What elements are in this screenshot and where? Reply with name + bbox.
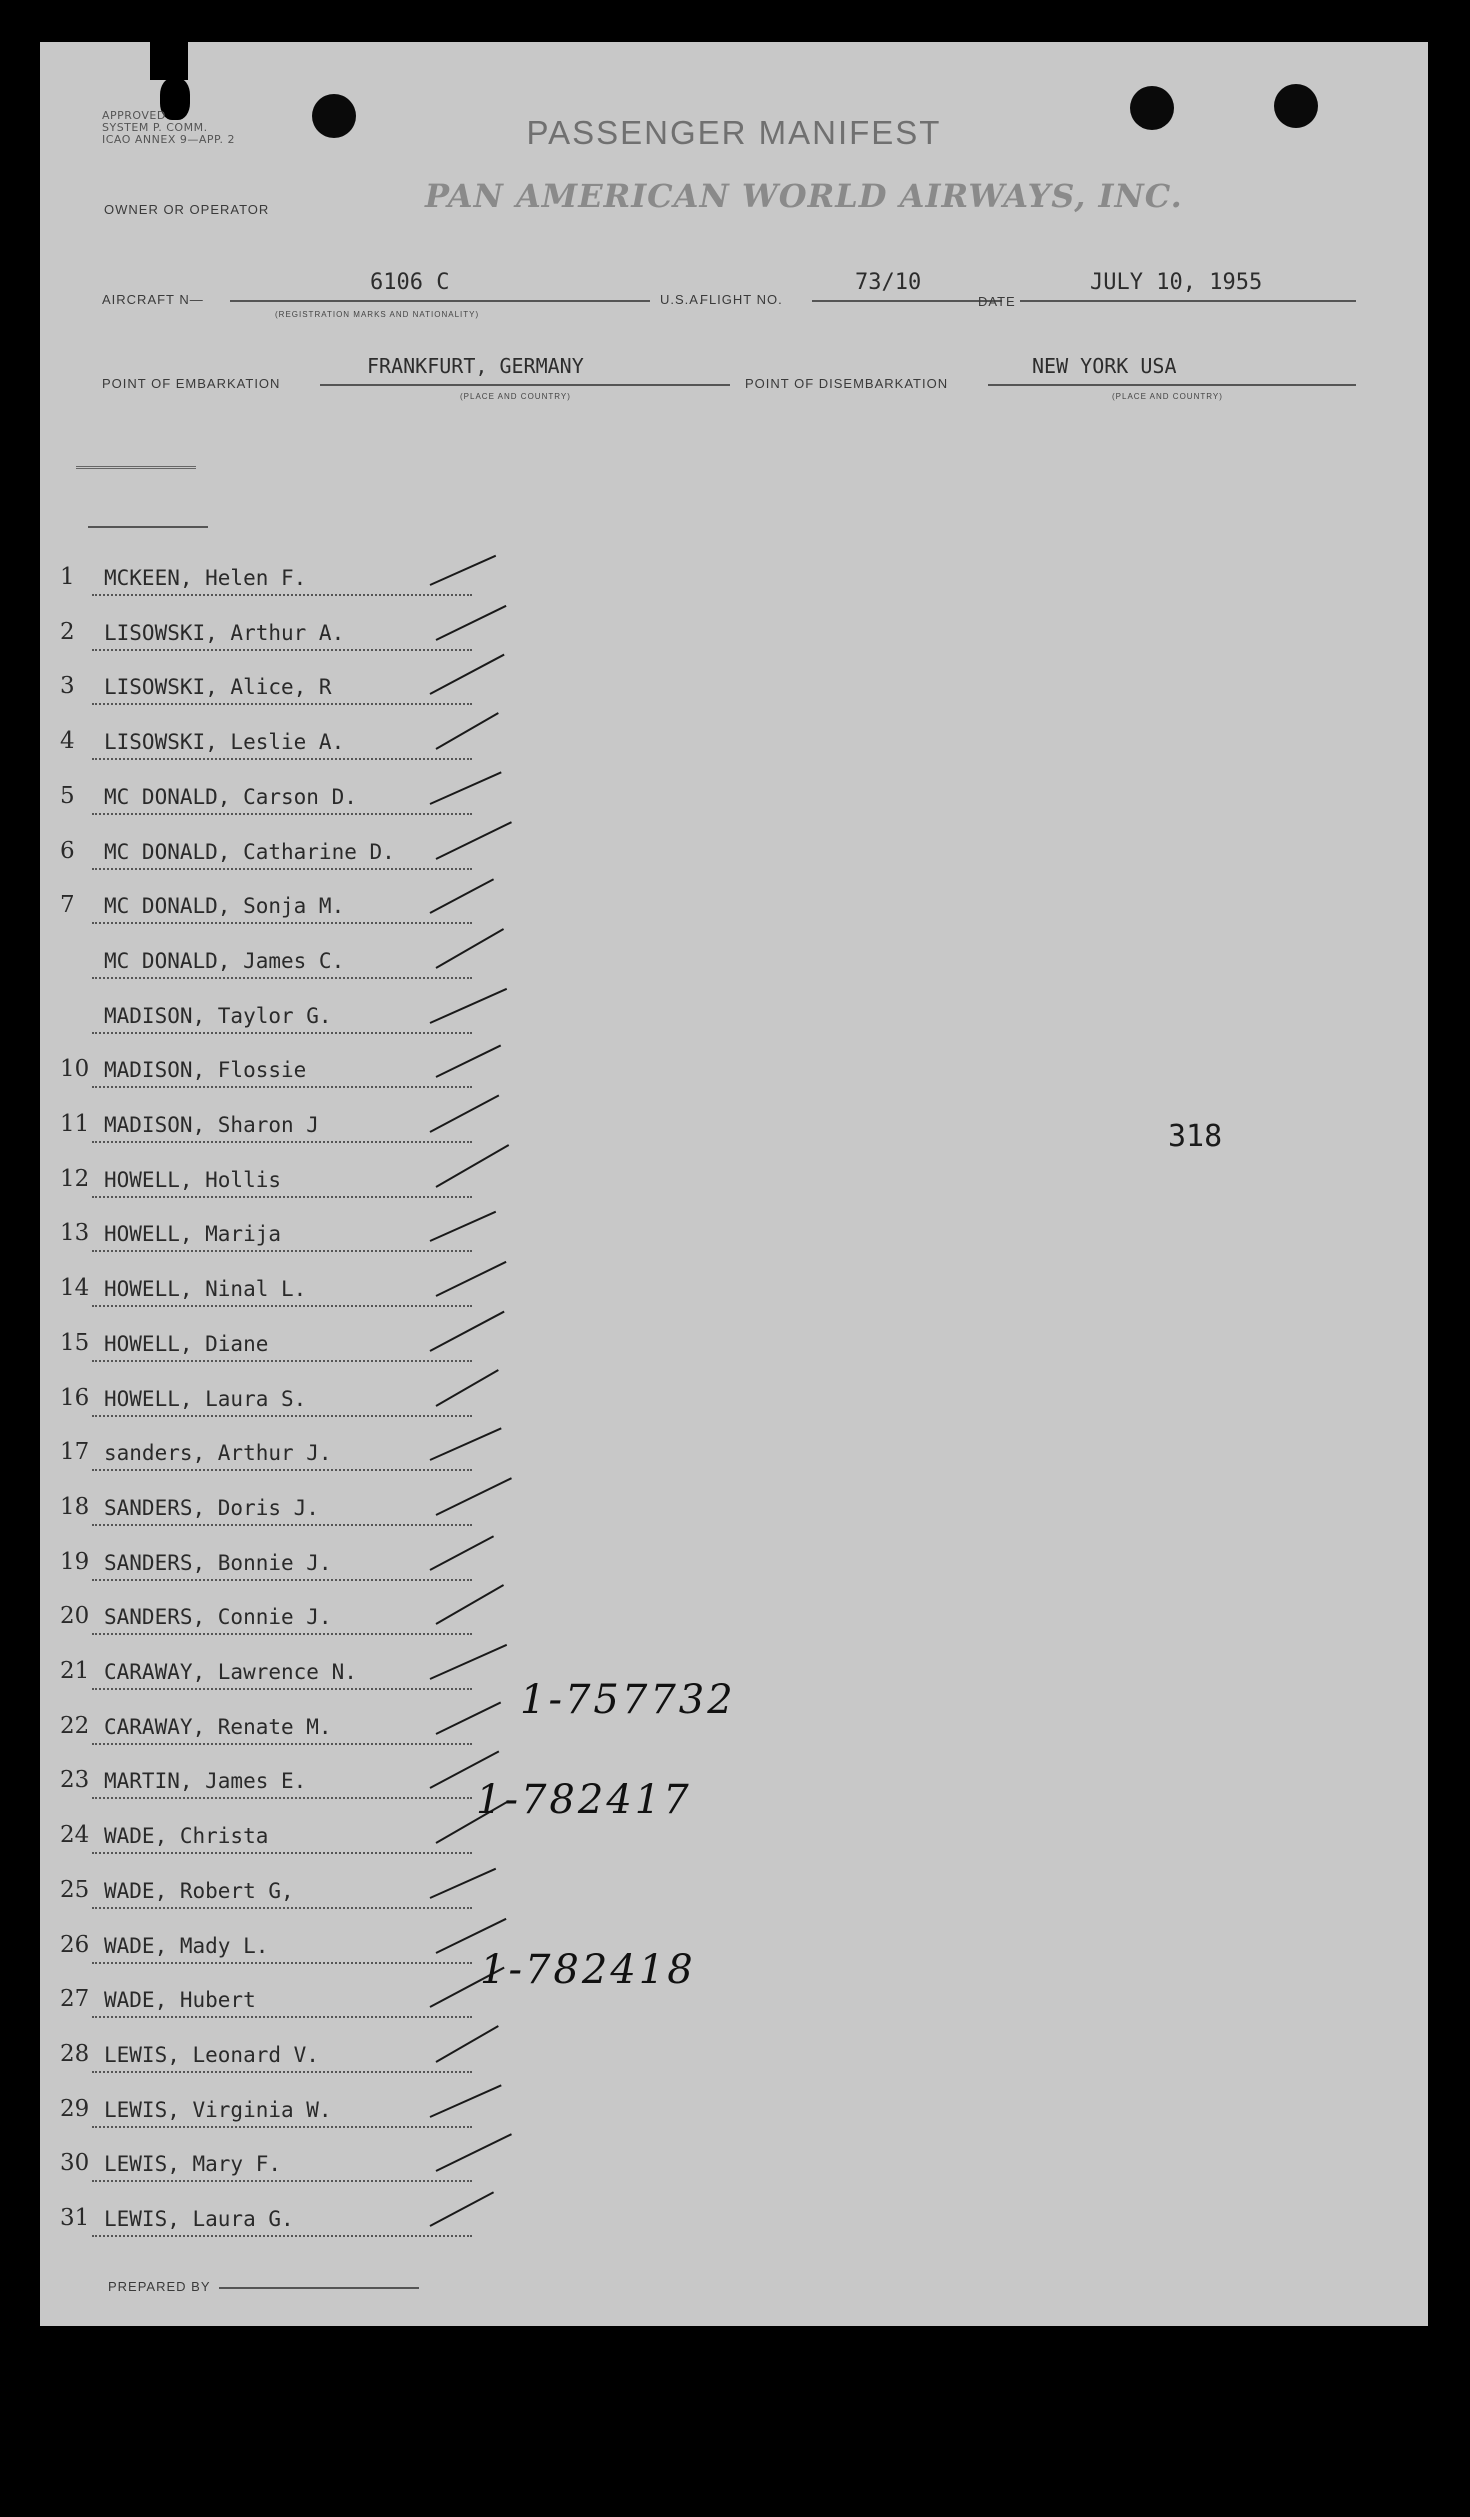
date-label: DATE — [978, 294, 1016, 309]
passenger-number: 16 — [60, 1384, 90, 1411]
aircraft-line — [230, 300, 650, 302]
row-underline — [92, 758, 472, 760]
passenger-name: MC DONALD, Sonja M. — [104, 894, 345, 919]
checkmark-stroke — [436, 712, 499, 750]
row-underline — [92, 594, 472, 596]
passenger-name: MC DONALD, James C. — [104, 948, 345, 973]
passenger-name: MC DONALD, Catharine D. — [104, 839, 395, 864]
passenger-name: SANDERS, Doris J. — [104, 1495, 319, 1520]
country-label: U.S.A. — [660, 292, 704, 307]
passenger-row — [40, 2185, 580, 2239]
passenger-row — [40, 1036, 580, 1090]
passenger-name: CARAWAY, Renate M. — [104, 1714, 332, 1739]
prepared-by — [108, 2279, 419, 2294]
passenger-row — [40, 1200, 580, 1254]
passenger-number: 31 — [60, 2205, 90, 2231]
date-value: JULY 10, 1955 — [1090, 270, 1263, 295]
passenger-number: 5 — [60, 782, 75, 809]
passenger-number: 1 — [60, 564, 75, 590]
checkmark-stroke — [436, 1045, 502, 1078]
handwritten-number: 1-782418 — [480, 1947, 696, 1993]
passenger-row — [40, 1255, 580, 1309]
row-underline — [92, 1852, 472, 1854]
passenger-name: LEWIS, Laura G. — [104, 2207, 294, 2231]
checkmark-stroke — [430, 1211, 497, 1242]
aircraft-sublabel: (REGISTRATION MARKS AND NATIONALITY) — [275, 310, 480, 319]
row-underline — [92, 1415, 472, 1417]
checkmark-stroke — [430, 555, 497, 586]
checkmark-stroke — [430, 988, 508, 1024]
passenger-row — [40, 1529, 580, 1583]
passenger-name: WADE, Robert G, — [104, 1878, 294, 1903]
passenger-row — [40, 1419, 580, 1473]
passenger-number: 10 — [60, 1056, 90, 1083]
list-top-rule — [88, 526, 208, 528]
row-underline — [92, 1907, 472, 1909]
passenger-number: 14 — [60, 1275, 90, 1302]
approval-line: SYSTEM P. COMM. — [102, 121, 208, 134]
passenger-row — [40, 2021, 580, 2075]
passenger-name: MADISON, Flossie — [104, 1058, 307, 1083]
passenger-name: LISOWSKI, Arthur A. — [104, 620, 345, 645]
passenger-number: 20 — [60, 1603, 90, 1630]
checkmark-stroke — [430, 1428, 502, 1462]
passenger-number: 25 — [60, 1876, 90, 1903]
passenger-number: 23 — [60, 1767, 90, 1794]
checkmark-stroke — [430, 1094, 500, 1132]
checkmark-stroke — [430, 2191, 495, 2227]
passenger-number: 2 — [60, 618, 75, 645]
disembark-label: POINT OF DISEMBARKATION — [745, 376, 949, 391]
passenger-number: 6 — [60, 837, 75, 864]
passenger-row — [40, 1365, 580, 1419]
passenger-row — [40, 1146, 580, 1200]
passenger-name: MC DONALD, Carson D. — [104, 784, 357, 809]
flight-line — [812, 300, 1002, 302]
passenger-number: 15 — [60, 1329, 90, 1356]
row-underline — [92, 1196, 472, 1198]
passenger-row — [40, 982, 580, 1036]
row-underline — [92, 2071, 472, 2073]
prepared-by-label: PREPARED BY — [108, 2279, 211, 2294]
passenger-name: SANDERS, Connie J. — [104, 1605, 332, 1630]
stamp-number: 318 — [1168, 1119, 1223, 1154]
passenger-number: 21 — [60, 1658, 90, 1684]
passenger-row — [40, 1857, 580, 1911]
row-underline — [92, 1469, 472, 1471]
row-underline — [92, 2235, 472, 2237]
passenger-number: 22 — [60, 1712, 90, 1739]
embark-line — [320, 384, 730, 386]
passenger-row — [40, 653, 580, 707]
passenger-name: HOWELL, Marija — [104, 1222, 282, 1247]
airline-name: PAN AMERICAN WORLD AIRWAYS, INC. — [425, 177, 1183, 215]
checkmark-stroke — [436, 1144, 510, 1188]
embark-label: POINT OF EMBARKATION — [102, 376, 281, 391]
passenger-number: 19 — [60, 1548, 90, 1575]
checkmark-stroke — [430, 654, 505, 695]
torn-corner — [150, 40, 188, 80]
passenger-row — [40, 599, 580, 653]
passenger-name: LEWIS, Mary F. — [104, 2152, 282, 2177]
passenger-name: sanders, Arthur J. — [104, 1441, 332, 1466]
approval-line: APPROVED — [102, 109, 166, 122]
passenger-name: LISOWSKI, Alice, R — [104, 675, 332, 700]
row-underline — [92, 1633, 472, 1635]
handwritten-number: 1-782417 — [476, 1777, 692, 1823]
passenger-number: 17 — [60, 1439, 90, 1466]
passenger-name: HOWELL, Diane — [104, 1331, 269, 1356]
checkmark-stroke — [430, 1644, 508, 1680]
row-underline — [92, 2126, 472, 2128]
passenger-number: 4 — [60, 728, 75, 755]
passenger-row — [40, 2076, 580, 2130]
row-underline — [92, 2016, 472, 2018]
passenger-row — [40, 1583, 580, 1637]
checkmark-stroke — [436, 821, 512, 860]
handwritten-number: 1-757732 — [520, 1677, 736, 1723]
passenger-row — [40, 2130, 580, 2184]
checkmark-stroke — [436, 1701, 502, 1734]
passenger-name: MCKEEN, Helen F. — [104, 566, 307, 590]
passenger-number: 18 — [60, 1493, 90, 1520]
passenger-row — [40, 708, 580, 762]
passenger-number: 12 — [60, 1165, 90, 1192]
row-underline — [92, 1086, 472, 1088]
passenger-row — [40, 544, 580, 598]
section-rule — [76, 466, 196, 469]
passenger-number: 27 — [60, 1986, 90, 2013]
row-underline — [92, 1032, 472, 1034]
row-underline — [92, 2180, 472, 2182]
manifest-page — [40, 42, 1428, 2326]
checkmark-stroke — [436, 2134, 512, 2173]
row-underline — [92, 868, 472, 870]
row-underline — [92, 1524, 472, 1526]
row-underline — [92, 649, 472, 651]
checkmark-stroke — [430, 1868, 497, 1899]
row-underline — [92, 1250, 472, 1252]
passenger-number: 7 — [60, 892, 75, 919]
row-underline — [92, 1141, 472, 1143]
passenger-name: LEWIS, Leonard V. — [104, 2042, 319, 2067]
passenger-name: WADE, Mady L. — [104, 1933, 269, 1958]
passenger-row — [40, 1310, 580, 1364]
passenger-row — [40, 1638, 580, 1692]
row-underline — [92, 813, 472, 815]
passenger-name: SANDERS, Bonnie J. — [104, 1550, 332, 1575]
checkmark-stroke — [430, 879, 495, 915]
checkmark-stroke — [430, 2084, 502, 2118]
passenger-name: WADE, Hubert — [104, 1988, 256, 2013]
passenger-row — [40, 818, 580, 872]
flight-no-value: 73/10 — [855, 270, 922, 295]
disembark-line — [988, 384, 1356, 386]
flight-label: FLIGHT NO. — [700, 292, 783, 307]
row-underline — [92, 1360, 472, 1362]
passenger-number: 28 — [60, 2040, 90, 2067]
passenger-row — [40, 1091, 580, 1145]
disembark-sublabel: (PLACE AND COUNTRY) — [1112, 392, 1223, 401]
checkmark-stroke — [436, 1477, 512, 1516]
row-underline — [92, 1962, 472, 1964]
checkmark-stroke — [430, 1310, 505, 1351]
checkmark-stroke — [436, 928, 505, 969]
page-title: PASSENGER MANIFEST — [526, 114, 942, 151]
checkmark-stroke — [430, 771, 502, 805]
row-underline — [92, 1797, 472, 1799]
checkmark-stroke — [436, 605, 507, 641]
passenger-name: LEWIS, Virginia W. — [104, 2097, 332, 2122]
passenger-row — [40, 872, 580, 926]
passenger-row — [40, 1693, 580, 1747]
passenger-name: MADISON, Taylor G. — [104, 1003, 332, 1028]
approval-line: ICAO ANNEX 9—APP. 2 — [102, 133, 235, 146]
passenger-number: 13 — [60, 1220, 90, 1247]
passenger-row — [40, 927, 580, 981]
passenger-name: HOWELL, Laura S. — [104, 1386, 307, 1411]
passenger-number: 26 — [60, 1931, 90, 1958]
passenger-name: HOWELL, Hollis — [104, 1167, 282, 1192]
embark-value: FRANKFURT, GERMANY — [367, 354, 584, 378]
checkmark-stroke — [436, 1584, 505, 1625]
passenger-name: WADE, Christa — [104, 1824, 269, 1849]
date-line — [1020, 300, 1356, 302]
aircraft-label: AIRCRAFT N— — [102, 292, 204, 307]
row-underline — [92, 922, 472, 924]
disembark-value: NEW YORK USA — [1032, 354, 1177, 378]
passenger-row — [40, 1474, 580, 1528]
checkmark-stroke — [430, 1535, 495, 1571]
row-underline — [92, 1579, 472, 1581]
passenger-number: 11 — [60, 1111, 90, 1137]
owner-label: OWNER OR OPERATOR — [104, 202, 270, 217]
passenger-number: 29 — [60, 2095, 90, 2122]
row-underline — [92, 703, 472, 705]
checkmark-stroke — [436, 2025, 499, 2063]
passenger-number: 30 — [60, 2150, 90, 2177]
passenger-number: 24 — [60, 1822, 90, 1849]
row-underline — [92, 1688, 472, 1690]
embark-sublabel: (PLACE AND COUNTRY) — [460, 392, 571, 401]
checkmark-stroke — [436, 1369, 499, 1407]
passenger-row — [40, 763, 580, 817]
passenger-name: MADISON, Sharon J — [104, 1113, 319, 1137]
passenger-name: CARAWAY, Lawrence N. — [104, 1660, 357, 1684]
row-underline — [92, 1743, 472, 1745]
row-underline — [92, 977, 472, 979]
aircraft-value: 6106 C — [370, 270, 450, 295]
passenger-name: MARTIN, James E. — [104, 1769, 307, 1794]
prepared-by-line — [219, 2287, 419, 2289]
passenger-number: 3 — [60, 673, 75, 700]
passenger-name: LISOWSKI, Leslie A. — [104, 730, 345, 755]
row-underline — [92, 1305, 472, 1307]
checkmark-stroke — [436, 1261, 507, 1297]
passenger-name: HOWELL, Ninal L. — [104, 1277, 307, 1302]
